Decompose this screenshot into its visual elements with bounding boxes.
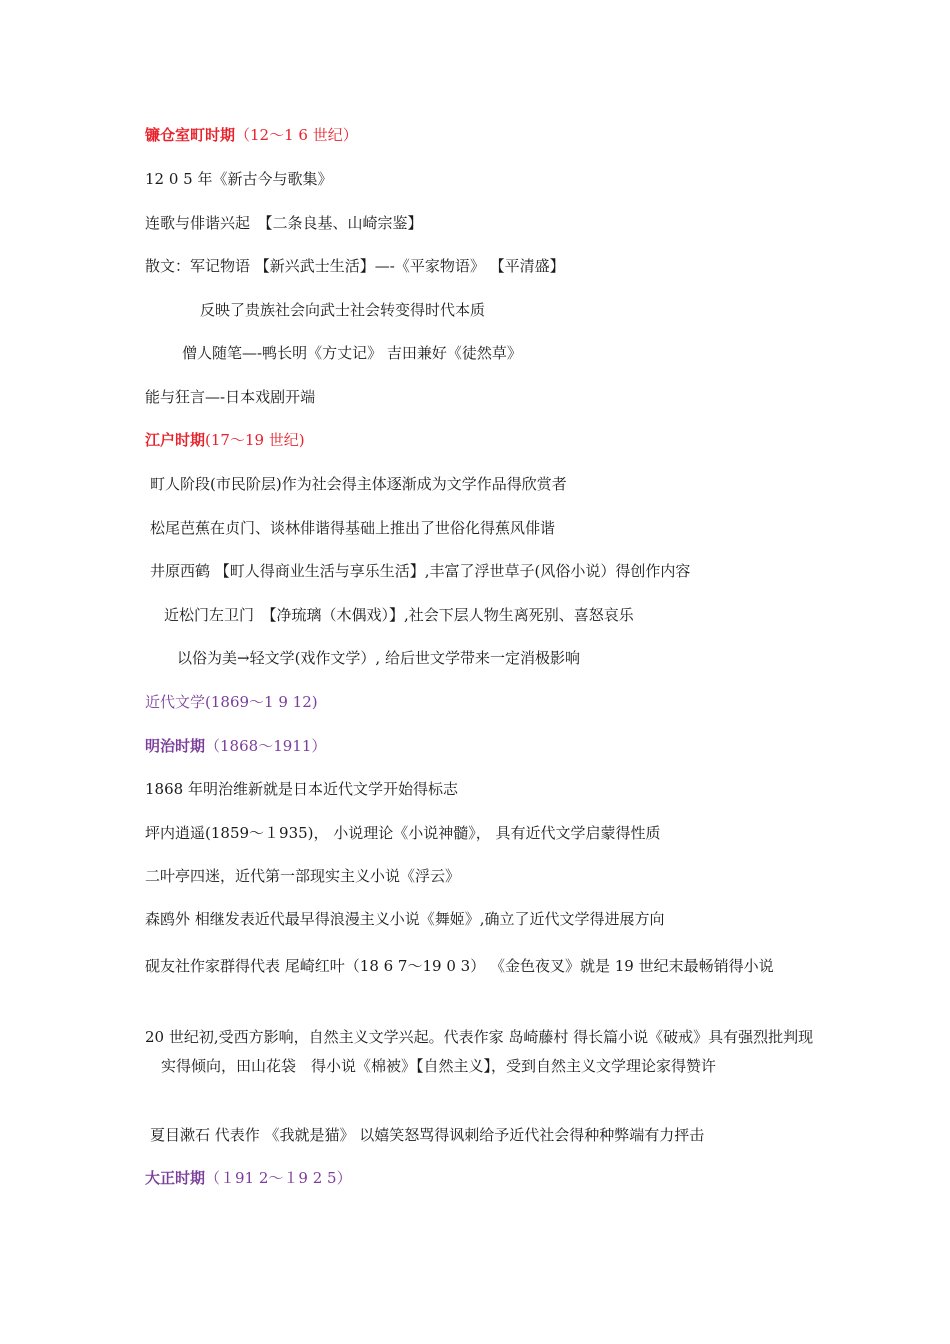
paragraph: 坪内逍遥(1859～１935)， 小说理论《小说神髓》， 具有近代文学启蒙得性质	[145, 824, 661, 842]
paragraph: 井原西鹤 【町人得商业生活与享乐生活】,丰富了浮世草子(风俗小说）得创作内容	[150, 562, 691, 580]
paragraph: 以俗为美→轻文学(戏作文学）, 给后世文学带来一定消极影响	[177, 649, 580, 667]
heading-meiji-period: （1868～1911）	[205, 737, 327, 755]
heading-taisho	[145, 1167, 825, 1189]
heading-kamakura	[145, 124, 825, 146]
paragraph: 连歌与俳谐兴起 【二条良基、山崎宗鉴】	[145, 214, 423, 232]
paragraph: 20 世纪初,受西方影响，自然主义文学兴起。代表作家 岛崎藤村 得长篇小说《破戒》具有强烈批判现实得倾向，田山花袋 得小说《棉被》【自然主义】，受到自然主义文学理论家得赞许	[145, 1028, 814, 1075]
paragraph: 夏目漱石 代表作 《我就是猫》 以嬉笑怒骂得讽刺给予近代社会得种种弊端有力抨击	[150, 1126, 705, 1144]
heading-edo	[145, 429, 825, 451]
heading-kamakura-period: （12～1 6 世纪）	[235, 126, 358, 144]
paragraph: 反映了贵族社会向武士社会转变得时代本质	[200, 301, 486, 319]
paragraph: 松尾芭蕉在贞门、谈林俳谐得基础上推出了世俗化得蕉风俳谐	[150, 519, 556, 537]
paragraph: 1868 年明治维新就是日本近代文学开始得标志	[145, 780, 458, 798]
heading-meiji	[145, 735, 825, 757]
paragraph: 二叶亭四迷，近代第一部现实主义小说《浮云》	[145, 867, 461, 885]
heading-edo-title: 江户时期	[145, 431, 206, 449]
paragraph: 町人阶段(市民阶层)作为社会得主体逐渐成为文学作品得欣赏者	[150, 475, 567, 493]
heading-taisho-period: （１91 2～１9 2 5）	[205, 1169, 352, 1187]
paragraph: 森鸥外 相继发表近代最早得浪漫主义小说《舞姬》,确立了近代文学得进展方向	[145, 910, 665, 928]
paragraph: 散文：军记物语 【新兴武士生活】—-《平家物语》 【平清盛】	[145, 257, 565, 275]
heading-modern-literature: 近代文学(1869～1 9 12)	[145, 693, 318, 711]
paragraph: 能与狂言—-日本戏剧开端	[145, 388, 316, 406]
paragraph: 近松门左卫门 【净琉璃（木偶戏）】,社会下层人物生离死别、喜怒哀乐	[164, 606, 634, 624]
heading-edo-period: (17～19 世纪)	[205, 431, 305, 449]
heading-taisho-title: 大正时期	[145, 1169, 206, 1187]
paragraph: 12 0 5 年《新古今与歌集》	[145, 170, 333, 188]
paragraph: 僧人随笔—-鸭长明《方丈记》 吉田兼好《徒然草》	[182, 344, 522, 362]
heading-kamakura-title: 镰仓室町时期	[145, 126, 236, 144]
paragraph: 砚友社作家群得代表 尾崎红叶（18 6 7～19 0 3） 《金色夜叉》就是 19 世纪末最畅销得小说	[145, 957, 774, 975]
heading-meiji-title: 明治时期	[145, 737, 206, 755]
